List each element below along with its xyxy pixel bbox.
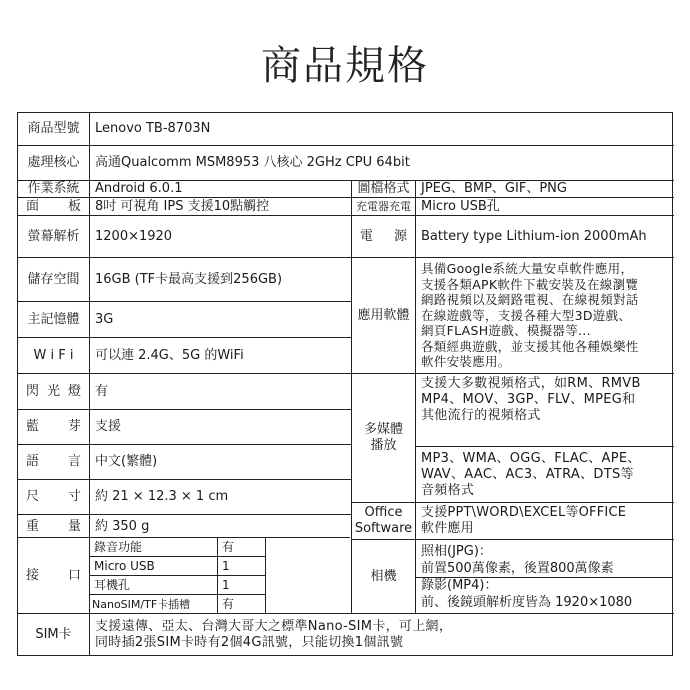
port-value: 1 (218, 557, 266, 576)
weight-label-a: 重 (26, 518, 40, 534)
port-name: 耳機孔 (90, 576, 218, 595)
apps-line: 軟件安裝應用。 (421, 354, 511, 370)
ports-label-a: 接 (26, 567, 40, 583)
multimedia-label (352, 374, 416, 503)
charger-value: Micro USB孔 (416, 198, 674, 216)
language-label (18, 445, 90, 480)
storage-label: 儲存空間 (18, 258, 90, 302)
power-label-b: 源 (393, 228, 407, 244)
multimedia-audio (416, 447, 674, 503)
camera-photo-title: 照相(JPG)： (421, 544, 492, 559)
camera-video-title: 錄影(MP4)： (421, 578, 498, 593)
port-name: NanoSIM/TF卡插槽 (90, 595, 218, 614)
video-format-line: 其他流行的視頻格式 (421, 408, 541, 423)
apps-value (416, 258, 674, 374)
office-label-2: Software (354, 521, 413, 536)
wifi-value: 可以連 2.4G、5G 的WiFi (90, 338, 352, 374)
flash-label-c: 燈 (67, 383, 81, 399)
page-title: 商品規格 (261, 43, 429, 89)
size-label (18, 480, 90, 515)
spec-table (17, 112, 673, 656)
multimedia-video (416, 374, 674, 447)
ports-table (90, 538, 352, 614)
power-label (352, 216, 416, 258)
size-label-a: 尺 (26, 489, 40, 504)
charger-label: 充電器充電 (352, 198, 416, 216)
apps-line: 具備Google系統大量安卓軟件應用， (421, 261, 634, 277)
multimedia-label-2: 播放 (370, 438, 397, 453)
audio-format-line: 音頻格式 (421, 482, 475, 498)
apps-line: 支援各類APK軟件下載安裝及在線瀏覽 (421, 276, 639, 292)
resolution-value: 1200×1920 (90, 216, 352, 258)
image-format-label: 圖檔格式 (352, 181, 416, 198)
office-label (352, 503, 416, 540)
ram-value: 3G (90, 302, 352, 338)
panel-label-b: 板 (67, 198, 81, 214)
apps-label: 應用軟體 (352, 258, 416, 374)
sim-label: SIM卡 (18, 614, 90, 656)
ports-blank (266, 538, 352, 614)
sim-line: 支援遠傳、亞太、台灣大哥大之標準Nano-SIM卡，可上網， (95, 619, 453, 634)
power-value: Battery type Lithium-ion 2000mAh (416, 216, 674, 258)
port-value: 1 (218, 576, 266, 595)
bluetooth-label-b: 芽 (67, 419, 81, 434)
port-name: Micro USB (90, 557, 218, 576)
video-format-line: MP4、MOV、3GP、FLV、MPEG和 (421, 392, 636, 407)
camera-photo-detail: 前置500萬像素，後置800萬像素 (421, 561, 614, 576)
language-label-a: 語 (26, 454, 40, 469)
bluetooth-value: 支援 (90, 410, 352, 445)
size-value: 約 21 × 12.3 × 1 cm (90, 480, 352, 515)
weight-value: 約 350 g (90, 515, 352, 538)
office-line: 軟件應用 (421, 521, 474, 536)
office-value (416, 503, 674, 540)
flash-label-b: 光 (46, 383, 60, 399)
ram-label: 主記憶體 (18, 302, 90, 338)
weight-label (18, 515, 90, 538)
video-format-line: 支援大多數視頻格式，如RM、RMVB (421, 376, 641, 391)
sim-line: 同時插2張SIM卡時有2個4G訊號，只能切換1個訊號 (95, 635, 404, 650)
ports-label-b: 口 (67, 567, 81, 583)
power-label-a: 電 (360, 228, 374, 244)
os-value: Android 6.0.1 (90, 181, 352, 198)
language-label-b: 言 (67, 454, 81, 469)
resolution-label: 螢幕解析 (18, 216, 90, 258)
port-value: 有 (218, 538, 266, 557)
flash-label (18, 374, 90, 410)
model-value: Lenovo TB-8703N (90, 113, 674, 146)
cpu-label: 處理核心 (18, 146, 90, 181)
bluetooth-label (18, 410, 90, 445)
image-format-value: JPEG、BMP、GIF、PNG (416, 181, 674, 198)
panel-value: 8吋 可視角 IPS 支援10點觸控 (90, 198, 352, 216)
size-label-b: 寸 (67, 489, 81, 504)
office-label-1: Office (364, 505, 403, 520)
flash-value: 有 (90, 374, 352, 410)
storage-value: 16GB (TF卡最高支援到256GB) (90, 258, 352, 302)
apps-line: 網頁FLASH遊戲、模擬器等... (421, 323, 591, 339)
multimedia-label-1: 多媒體 (363, 422, 403, 437)
port-value: 有 (218, 595, 266, 614)
wifi-label: W i F i (18, 338, 90, 374)
apps-line: 各類經典遊戲，並支援其他各種娛樂性 (421, 338, 639, 354)
language-value: 中文(繁體) (90, 445, 352, 480)
port-name: 錄音功能 (90, 538, 218, 557)
camera-label: 相機 (352, 540, 416, 614)
ports-label (18, 538, 90, 614)
apps-line: 在線遊戲等，支援各種大型3D遊戲、 (421, 307, 632, 323)
sim-value (90, 614, 674, 656)
camera-video-detail: 前、後鏡頭解析度皆為 1920×1080 (421, 595, 633, 610)
panel-label (18, 198, 90, 216)
os-label: 作業系統 (18, 181, 90, 198)
cpu-value: 高通Qualcomm MSM8953 八核心 2GHz CPU 64bit (90, 146, 674, 181)
panel-label-a: 面 (26, 198, 40, 214)
audio-format-line: MP3、WMA、OGG、FLAC、APE、 (421, 450, 641, 466)
model-label: 商品型號 (18, 113, 90, 146)
flash-label-a: 閃 (26, 383, 40, 399)
office-line: 支援PPT\WORD\EXCEL等OFFICE (421, 505, 627, 520)
apps-line: 網路視頻以及網路電視、在線視頻對話 (421, 292, 639, 308)
weight-label-b: 量 (67, 518, 81, 534)
camera-divider (416, 577, 672, 578)
audio-format-line: WAV、AAC、AC3、ATRA、DTS等 (421, 466, 634, 482)
bluetooth-label-a: 藍 (26, 419, 40, 434)
